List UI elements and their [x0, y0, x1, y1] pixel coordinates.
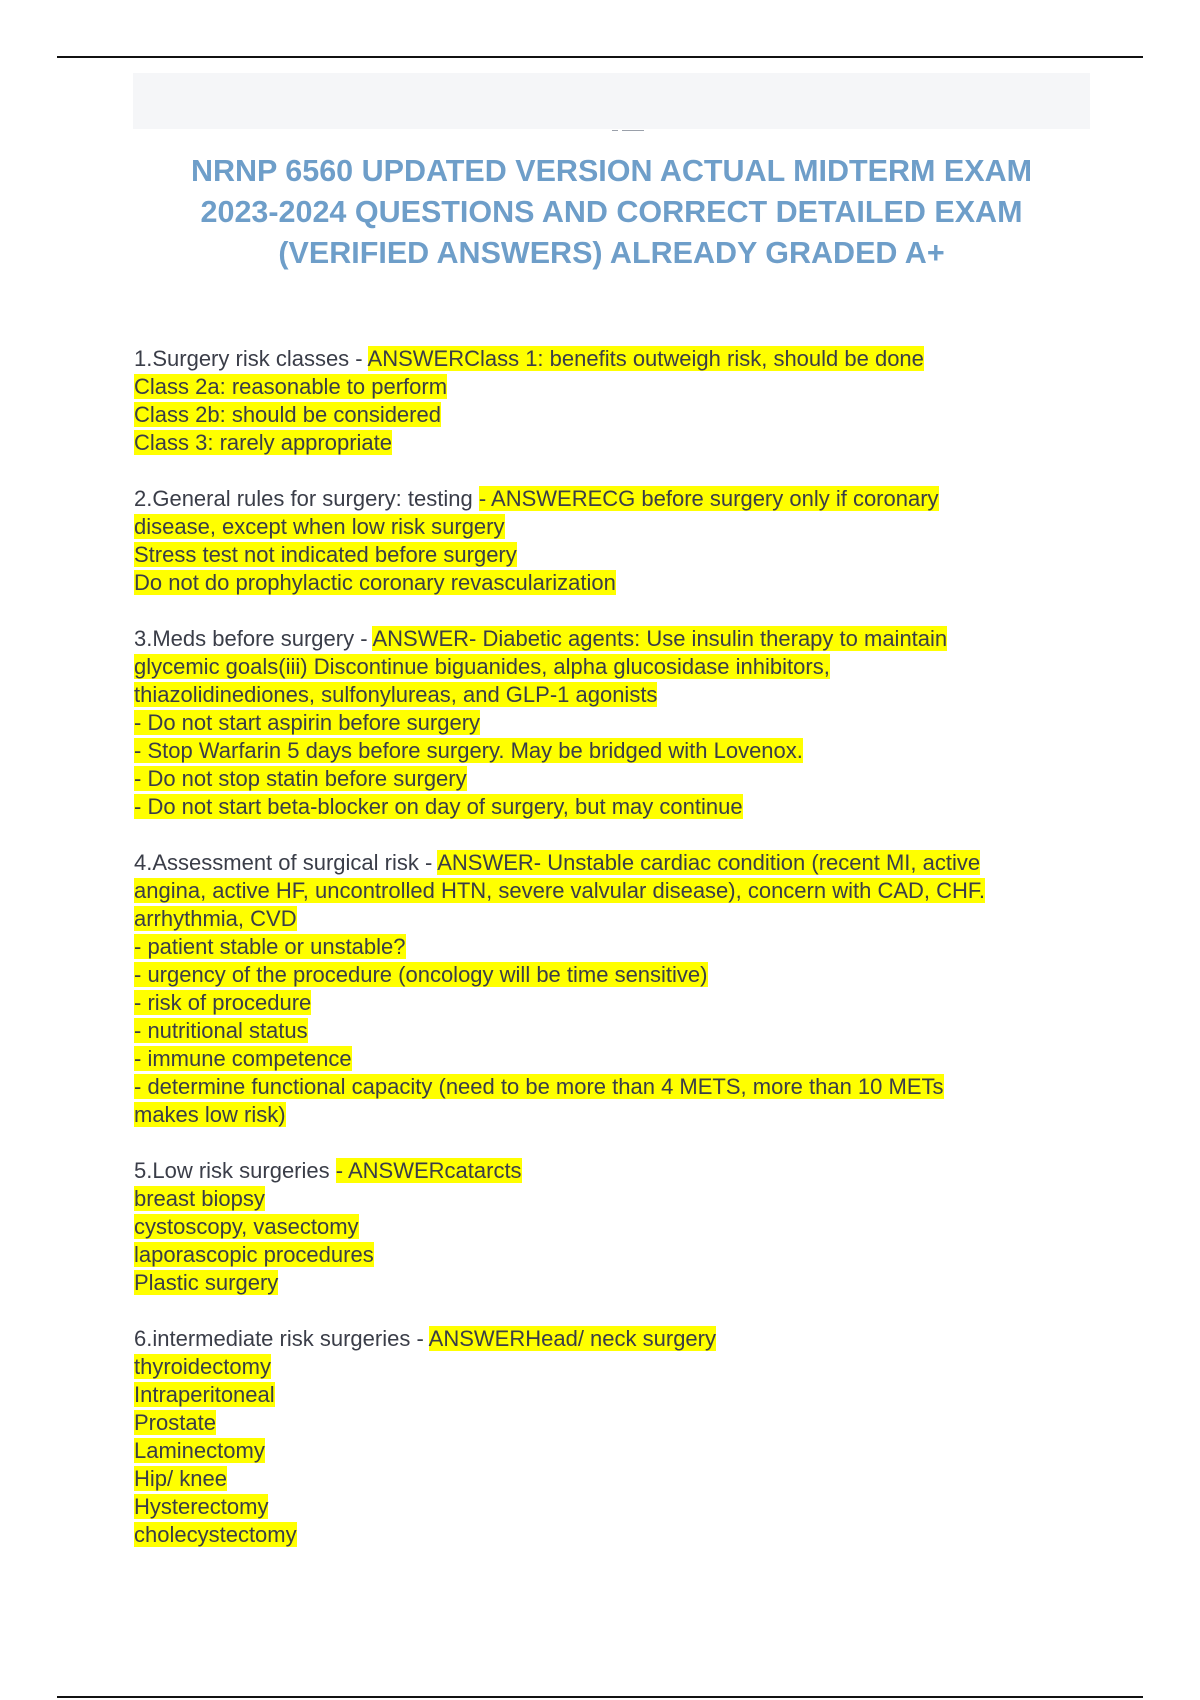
- document-title: [133, 151, 1090, 274]
- qa-list: [134, 345, 1094, 1577]
- answer-text: Prostate: [134, 1410, 216, 1435]
- answer-text: Class 3: rarely appropriate: [134, 430, 393, 455]
- qa-item-4: [134, 849, 1094, 1129]
- qa-item-5: [134, 1157, 1094, 1297]
- answer-text: - patient stable or unstable?: [134, 934, 406, 959]
- question-text: 5.Low risk surgeries: [134, 1158, 336, 1183]
- answer-text: Do not do prophylactic coronary revascularization: [134, 570, 616, 595]
- answer-text: glycemic goals(iii) Discontinue biguanides, alpha glucosidase inhibitors,: [134, 654, 830, 679]
- answer-text: - ANSWERcatarcts: [335, 1158, 522, 1183]
- answer-text: ANSWER- Unstable cardiac condition (recent MI, active: [437, 850, 981, 875]
- qa-line: [134, 1325, 1094, 1353]
- answer-line: [134, 1409, 1094, 1437]
- answer-line: [134, 681, 1094, 709]
- qa-item-1: [134, 345, 1094, 457]
- answer-line: [134, 513, 1094, 541]
- title-line: 2023-2024 QUESTIONS AND CORRECT DETAILED EXAM: [200, 195, 1023, 229]
- answer-text: ANSWERHead/ neck surgery: [428, 1326, 716, 1351]
- answer-line: [134, 1241, 1094, 1269]
- answer-line: [134, 1465, 1094, 1493]
- answer-line: [134, 709, 1094, 737]
- answer-text: - ANSWERECG before surgery only if coronary: [478, 486, 939, 511]
- qa-line: [134, 849, 1094, 877]
- answer-line: [134, 1437, 1094, 1465]
- answer-line: [134, 1185, 1094, 1213]
- question-text: 2.General rules for surgery: testing: [134, 486, 479, 511]
- answer-text: - Do not start beta-blocker on day of surgery, but may continue: [134, 794, 743, 819]
- answer-text: - determine functional capacity (need to be more than 4 METS, more than 10 METs: [134, 1074, 944, 1099]
- answer-text: Plastic surgery: [134, 1270, 279, 1295]
- answer-text: ANSWERClass 1: benefits outweigh risk, should be done: [367, 346, 924, 371]
- answer-line: [134, 569, 1094, 597]
- answer-text: thyroidectomy: [134, 1354, 271, 1379]
- qa-line: [134, 625, 1094, 653]
- page-header-band: [133, 73, 1090, 129]
- answer-line: [134, 1213, 1094, 1241]
- answer-line: [134, 401, 1094, 429]
- answer-line: [134, 877, 1094, 905]
- answer-line: [134, 1269, 1094, 1297]
- title-line: NRNP 6560 UPDATED VERSION ACTUAL MIDTERM EXAM: [190, 154, 1033, 188]
- answer-line: [134, 1353, 1094, 1381]
- answer-text: Laminectomy: [134, 1438, 265, 1463]
- header-logo-mark: [612, 128, 648, 136]
- answer-text: makes low risk): [134, 1102, 286, 1127]
- answer-line: [134, 1073, 1094, 1101]
- answer-text: arrhythmia, CVD: [134, 906, 297, 931]
- answer-text: Class 2b: should be considered: [134, 402, 441, 427]
- answer-text: Hip/ knee: [134, 1466, 227, 1491]
- answer-text: - Do not stop statin before surgery: [134, 766, 467, 791]
- question-text: 1.Surgery risk classes -: [134, 346, 368, 371]
- answer-text: breast biopsy: [134, 1186, 265, 1211]
- answer-text: angina, active HF, uncontrolled HTN, severe valvular disease), concern with CAD, CHF.: [134, 878, 986, 903]
- answer-text: laporascopic procedures: [134, 1242, 374, 1267]
- qa-item-3: [134, 625, 1094, 821]
- answer-text: Stress test not indicated before surgery: [134, 542, 517, 567]
- answer-line: [134, 989, 1094, 1017]
- answer-line: [134, 1045, 1094, 1073]
- answer-line: [134, 1101, 1094, 1129]
- answer-text: - immune competence: [134, 1046, 352, 1071]
- answer-line: [134, 737, 1094, 765]
- answer-line: [134, 1493, 1094, 1521]
- answer-text: cystoscopy, vasectomy: [134, 1214, 359, 1239]
- qa-item-6: [134, 1325, 1094, 1549]
- answer-line: [134, 765, 1094, 793]
- question-text: 3.Meds before surgery -: [134, 626, 373, 651]
- answer-line: [134, 905, 1094, 933]
- answer-text: - nutritional status: [134, 1018, 308, 1043]
- answer-text: - urgency of the procedure (oncology will be time sensitive): [134, 962, 708, 987]
- answer-text: thiazolidinediones, sulfonylureas, and GLP-1 agonists: [134, 682, 658, 707]
- qa-item-2: [134, 485, 1094, 597]
- bottom-rule: [57, 1696, 1143, 1698]
- answer-line: [134, 793, 1094, 821]
- answer-text: - Stop Warfarin 5 days before surgery. May be bridged with Lovenox.: [134, 738, 803, 763]
- answer-text: ANSWER- Diabetic agents: Use insulin therapy to maintain: [372, 626, 948, 651]
- answer-line: [134, 373, 1094, 401]
- top-rule: [57, 56, 1143, 58]
- qa-line: [134, 485, 1094, 513]
- answer-text: Intraperitoneal: [134, 1382, 275, 1407]
- answer-line: [134, 961, 1094, 989]
- qa-line: [134, 345, 1094, 373]
- answer-text: Hysterectomy: [134, 1494, 269, 1519]
- answer-line: [134, 429, 1094, 457]
- answer-line: [134, 1017, 1094, 1045]
- answer-line: [134, 541, 1094, 569]
- answer-text: Class 2a: reasonable to perform: [134, 374, 448, 399]
- answer-text: disease, except when low risk surgery: [134, 514, 505, 539]
- answer-line: [134, 933, 1094, 961]
- qa-line: [134, 1157, 1094, 1185]
- question-text: 6.intermediate risk surgeries -: [134, 1326, 429, 1351]
- question-text: 4.Assessment of surgical risk -: [134, 850, 438, 875]
- answer-text: - risk of procedure: [134, 990, 312, 1015]
- answer-line: [134, 1521, 1094, 1549]
- answer-line: [134, 653, 1094, 681]
- answer-text: - Do not start aspirin before surgery: [134, 710, 481, 735]
- answer-line: [134, 1381, 1094, 1409]
- answer-text: cholecystectomy: [134, 1522, 297, 1547]
- title-line: (VERIFIED ANSWERS) ALREADY GRADED A+: [278, 236, 945, 270]
